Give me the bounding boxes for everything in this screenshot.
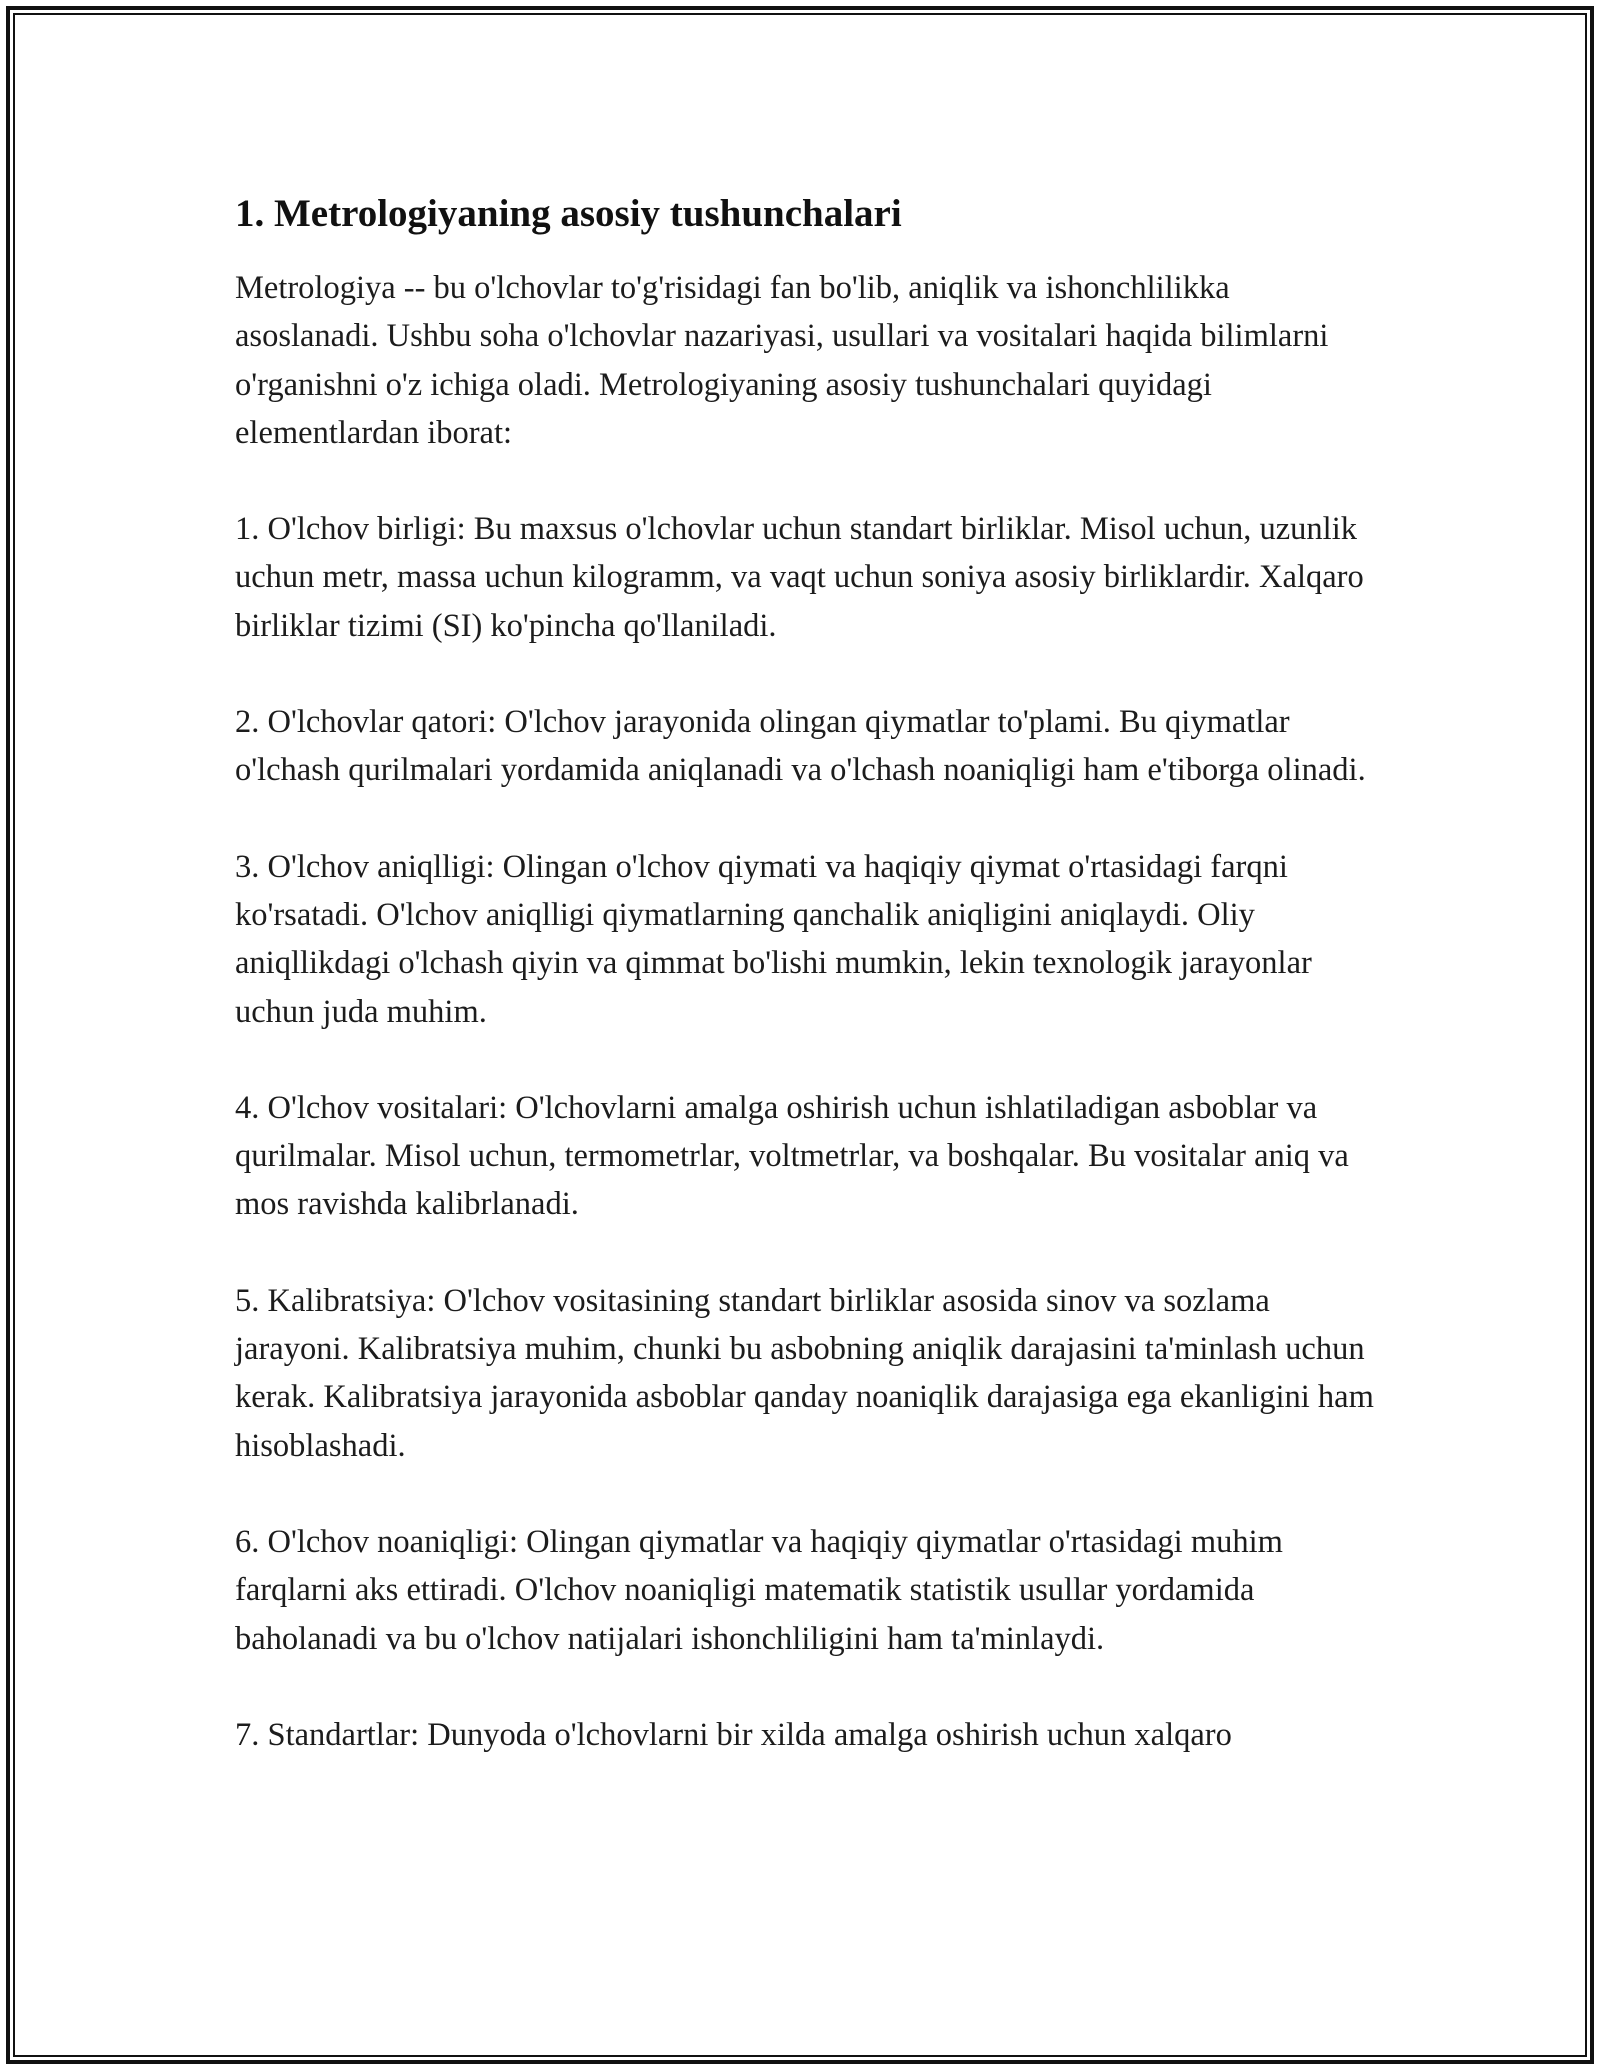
paragraph-standards: 7. Standartlar: Dunyoda o'lchovlarni bir xilda amalga oshirish uchun xalqaro xyxy=(235,1716,1232,1753)
paragraph-measurement-uncertainty: 6. O'lchov noaniqligi: Olingan qiymatlar va haqiqiy qiymatlar o'rtasidagi muhim farqlarni aks ettiradi. O'lchov noaniqligi matematik statistik usullar yordamida baholanadi va bu o'lchov natijalari ishonchliligini ham ta'minlaydi. xyxy=(235,1523,1283,1657)
paragraph-calibration: 5. Kalibratsiya: O'lchov vositasining standart birliklar asosida sinov va sozlama jarayoni. Kalibratsiya muhim, chunki bu asbobning aniqlik darajasini ta'minlash uchun kerak. Kalibratsiya jarayonida asboblar qanday noaniqlik darajasiga ega ekanligini ham hisoblashadi. xyxy=(235,1282,1374,1464)
paragraph-measurement-series: 2. O'lchovlar qatori: O'lchov jarayonida olingan qiymatlar to'plami. Bu qiymatlar o'lchash qurilmalari yordamida aniqlanadi va o'lchash noaniqligi ham e'tiborga olinadi. xyxy=(235,704,1366,789)
section-title: 1. Metrologiyaning asosiy tushunchalari xyxy=(235,192,902,235)
paragraph-measuring-instruments: 4. O'lchov vositalari: O'lchovlarni amalga oshirish uchun ishlatiladigan asboblar va qurilmalar. Misol uchun, termometrlar, voltmetrlar, va boshqalar. Bu vositalar aniq va mos ravishda kalibrlanadi. xyxy=(235,1089,1349,1223)
intro-paragraph: Metrologiya -- bu o'lchovlar to'g'risidagi fan bo'lib, aniqlik va ishonchlilikka asoslanadi. Ushbu soha o'lchovlar nazariyasi, usullari va vositalari haqida bilimlarni o'rganishni o'z ichiga oladi. Metrologiyaning asosiy tushunchalari quyidagi elementlardan iborat: xyxy=(235,270,1329,451)
paragraph-measurement-unit: 1. O'lchov birligi: Bu maxsus o'lchovlar uchun standart birliklar. Misol uchun, uzunlik uchun metr, massa uchun kilogramm, va vaqt uchun soniya asosiy birliklardir. Xalqaro birliklar tizimi (SI) ko'pincha qo'llaniladi. xyxy=(235,511,1364,644)
document-body xyxy=(235,186,1375,1807)
paragraph-measurement-accuracy: 3. O'lchov aniqlligi: Olingan o'lchov qiymati va haqiqiy qiymat o'rtasidagi farqni ko'rsatadi. O'lchov aniqlligi qiymatlarning qanchalik aniqligini aniqlaydi. Oliy aniqllikdagi o'lchash qiyin va qimmat bo'lishi mumkin, lekin texnologik jarayonlar uchun juda muhim. xyxy=(235,848,1312,1030)
